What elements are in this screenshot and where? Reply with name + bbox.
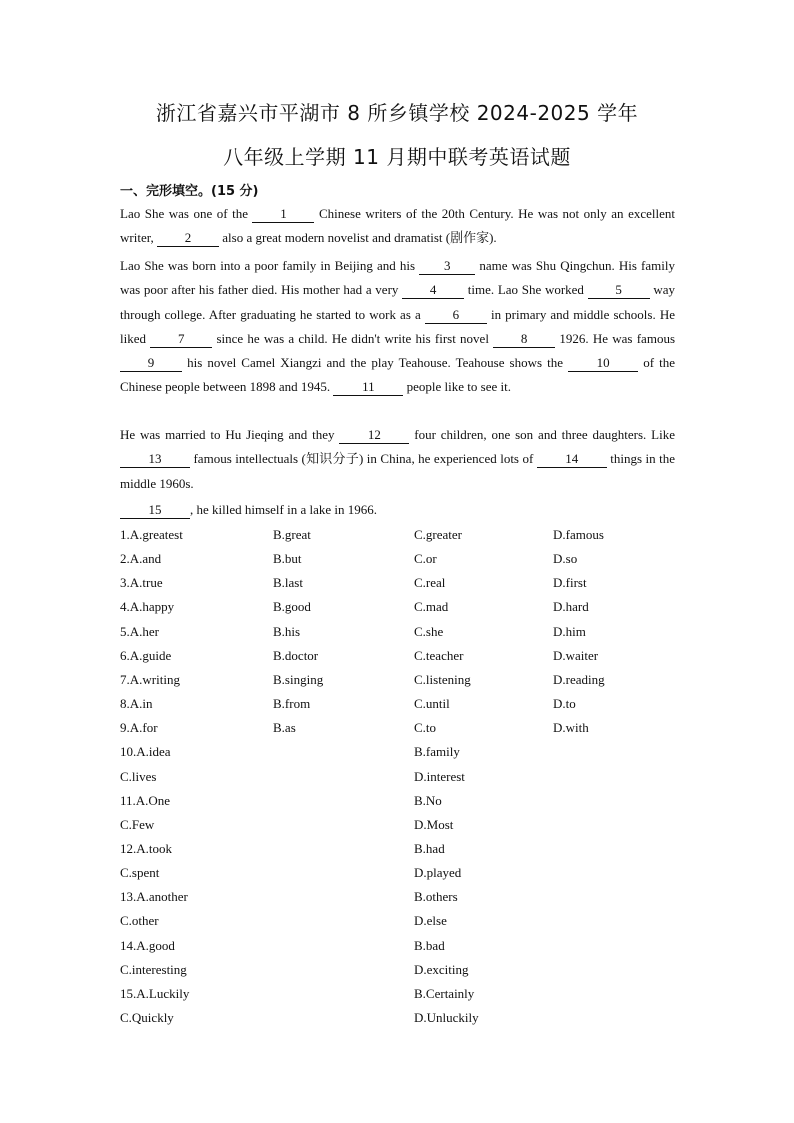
passage-text: famous intellectuals (知识分子) in China, he experienced lots of xyxy=(190,451,537,467)
passage-text: things in the middle 1960s. xyxy=(120,451,675,491)
blank-1[interactable]: 1 xyxy=(252,206,314,223)
passage-text: people like to see it. xyxy=(403,379,511,395)
blank-8[interactable]: 8 xyxy=(493,331,555,348)
option-q13-a[interactable]: 13.A.another xyxy=(120,889,188,905)
option-q4-b[interactable]: B.good xyxy=(273,599,311,615)
option-q7-b[interactable]: B.singing xyxy=(273,671,324,687)
option-q8-a[interactable]: 8.A.in xyxy=(120,696,153,712)
option-q8-c[interactable]: C.until xyxy=(414,696,450,712)
option-q8-b[interactable]: B.from xyxy=(273,696,311,712)
blank-7[interactable]: 7 xyxy=(150,331,212,348)
option-q11-b[interactable]: B.No xyxy=(414,792,442,808)
blank-2[interactable]: 2 xyxy=(157,230,219,247)
option-q6-d[interactable]: D.waiter xyxy=(553,647,599,663)
option-q2-d[interactable]: D.so xyxy=(553,551,578,567)
option-q14-d[interactable]: D.exciting xyxy=(414,961,469,977)
option-q1-c[interactable]: C.greater xyxy=(414,527,463,542)
option-q13-d[interactable]: D.else xyxy=(414,913,447,929)
section-heading: 一、完形填空。(15 分) xyxy=(120,184,259,199)
option-q7-c[interactable]: C.listening xyxy=(414,671,471,687)
option-q11-c[interactable]: C.Few xyxy=(120,816,155,832)
passage-text: He was married to Hu Jieqing and they xyxy=(120,427,340,442)
blank-14[interactable]: 14 xyxy=(537,451,607,468)
option-q14-a[interactable]: 14.A.good xyxy=(120,937,175,953)
passage-text: in primary and middle schools. He liked xyxy=(120,306,675,346)
blank-11[interactable]: 11 xyxy=(333,379,403,396)
option-q12-b[interactable]: B.had xyxy=(414,840,445,856)
option-q3-c[interactable]: C.real xyxy=(414,575,446,591)
passage-paragraph-1 xyxy=(120,202,675,251)
option-q2-a[interactable]: 2.A.and xyxy=(120,551,162,567)
blank-12[interactable]: 12 xyxy=(339,427,409,444)
blank-4[interactable]: 4 xyxy=(402,282,464,299)
passage-text: since he was a child. He didn't write his first novel xyxy=(212,330,494,346)
option-q5-b[interactable]: B.his xyxy=(273,623,301,639)
passage-text: Chinese writers of the 20th Century. He was not only an excellent writer, xyxy=(120,206,675,246)
option-q1-d[interactable]: D.famous xyxy=(553,527,604,542)
passage-text: Lao She was born into a poor family in Beijing and his xyxy=(120,258,420,273)
option-q9-a[interactable]: 9.A.for xyxy=(120,720,158,736)
option-q2-c[interactable]: C.or xyxy=(414,551,437,567)
passage-text: also a great modern novelist and dramatist (剧作家). xyxy=(219,230,497,246)
option-q13-c[interactable]: C.other xyxy=(120,913,159,929)
passage-paragraph-4 xyxy=(120,498,675,522)
option-q10-d[interactable]: D.interest xyxy=(414,768,465,784)
blank-10[interactable]: 10 xyxy=(568,355,638,372)
option-q15-d[interactable]: D.Unluckily xyxy=(414,1010,479,1025)
option-q9-d[interactable]: D.with xyxy=(553,720,589,736)
option-q10-a[interactable]: 10.A.idea xyxy=(120,744,171,760)
option-q5-d[interactable]: D.him xyxy=(553,623,586,639)
blank-9[interactable]: 9 xyxy=(120,355,182,372)
option-q5-a[interactable]: 5.A.her xyxy=(120,623,159,639)
option-q3-a[interactable]: 3.A.true xyxy=(120,575,163,591)
option-q13-b[interactable]: B.others xyxy=(414,889,458,905)
blank-15[interactable]: 15 xyxy=(120,502,190,519)
option-q14-b[interactable]: B.bad xyxy=(414,937,445,953)
blank-13[interactable]: 13 xyxy=(120,451,190,468)
passage-text: four children, one son and three daughters. Like xyxy=(409,427,675,442)
option-q15-a[interactable]: 15.A.Luckily xyxy=(120,985,190,1001)
passage-text: way through college. After graduating he started to work as a xyxy=(120,282,675,322)
passage-paragraph-2 xyxy=(120,254,675,400)
option-q1-a[interactable]: 1.A.greatest xyxy=(120,527,183,542)
passage-text: name was Shu Qingchun. His family was poor after his father died. His mother had a very xyxy=(120,258,675,298)
option-q11-a[interactable]: 11.A.One xyxy=(120,792,171,808)
option-q2-b[interactable]: B.but xyxy=(273,551,302,567)
passage-text: Lao She was one of the xyxy=(120,206,253,221)
option-q4-c[interactable]: C.mad xyxy=(414,599,449,615)
passage-text: time. Lao She worked xyxy=(464,282,588,298)
option-q12-d[interactable]: D.played xyxy=(414,865,462,881)
option-q12-a[interactable]: 12.A.took xyxy=(120,840,172,856)
option-q7-a[interactable]: 7.A.writing xyxy=(120,671,180,687)
option-q6-c[interactable]: C.teacher xyxy=(414,647,464,663)
passage-text: his novel Camel Xiangzi and the play Teahouse. Teahouse shows the xyxy=(182,355,569,371)
option-q14-c[interactable]: C.interesting xyxy=(120,961,187,977)
option-q7-d[interactable]: D.reading xyxy=(553,671,605,687)
option-q3-d[interactable]: D.first xyxy=(553,575,587,591)
blank-3[interactable]: 3 xyxy=(419,258,475,275)
option-q10-b[interactable]: B.family xyxy=(414,744,460,760)
passage-paragraph-3 xyxy=(120,423,675,496)
blank-5[interactable]: 5 xyxy=(588,282,650,299)
option-q1-b[interactable]: B.great xyxy=(273,527,311,542)
option-q4-d[interactable]: D.hard xyxy=(553,599,589,615)
option-q11-d[interactable]: D.Most xyxy=(414,816,454,832)
passage-text: , he killed himself in a lake in 1966. xyxy=(190,502,378,517)
option-q9-c[interactable]: C.to xyxy=(414,720,437,736)
document-title-line-2: 八年级上学期 11 月期中联考英语试题 xyxy=(223,145,571,169)
passage-text: of the Chinese people between 1898 and 1945. xyxy=(120,355,675,395)
option-q12-c[interactable]: C.spent xyxy=(120,865,160,881)
option-q15-b[interactable]: B.Certainly xyxy=(414,985,475,1001)
option-q10-c[interactable]: C.lives xyxy=(120,768,157,784)
option-q4-a[interactable]: 4.A.happy xyxy=(120,599,175,615)
option-q6-b[interactable]: B.doctor xyxy=(273,647,319,663)
option-q3-b[interactable]: B.last xyxy=(273,575,303,591)
passage-text: 1926. He was famous xyxy=(555,330,675,346)
blank-6[interactable]: 6 xyxy=(425,307,487,324)
document-title-line-1: 浙江省嘉兴市平湖市 8 所乡镇学校 2024-2025 学年 xyxy=(155,101,639,125)
option-q8-d[interactable]: D.to xyxy=(553,696,576,712)
option-q15-c[interactable]: C.Quickly xyxy=(120,1010,174,1025)
option-q9-b[interactable]: B.as xyxy=(273,720,296,736)
option-q6-a[interactable]: 6.A.guide xyxy=(120,647,172,663)
option-q5-c[interactable]: C.she xyxy=(414,623,444,639)
